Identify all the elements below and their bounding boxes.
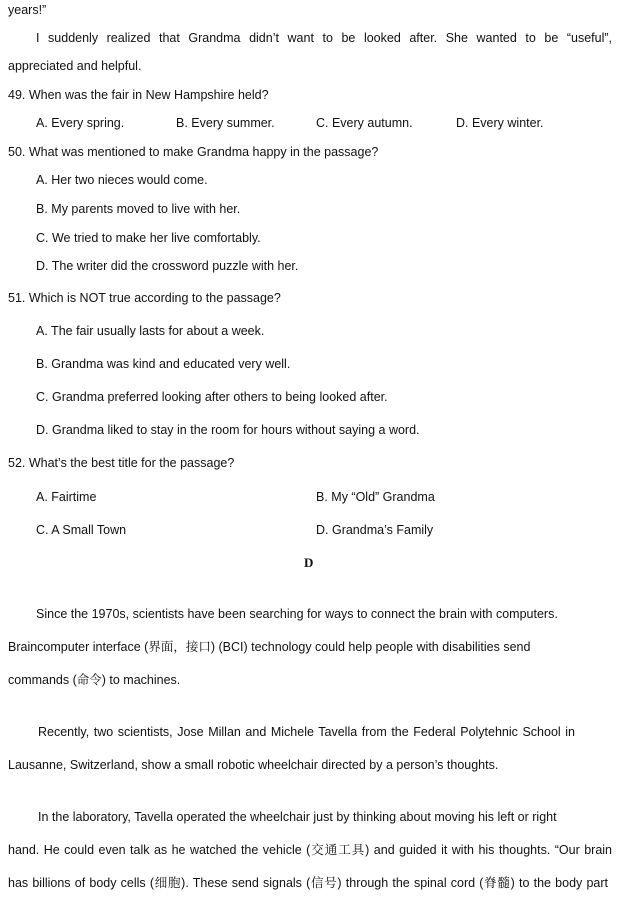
question-50-option-a: A. Her two nieces would come. — [36, 173, 208, 187]
question-49-option-b: B. Every summer. — [176, 116, 275, 130]
question-52-option-d: D. Grandma’s Family — [316, 523, 434, 537]
question-51-stem: 51. Which is NOT true according to the passage? — [8, 291, 281, 305]
question-49-option-c: C. Every autumn. — [316, 116, 413, 130]
question-52-stem: 52. What’s the best title for the passage? — [8, 456, 235, 470]
passage-d-line: has billions of body cells (细胞). These send signals (信号) through the spinal cord (脊髓) to the body part — [8, 876, 608, 890]
question-51-option-a: A. The fair usually lasts for about a week. — [36, 324, 265, 338]
passage-d-line: Since the 1970s, scientists have been searching for ways to connect the brain with computers. — [36, 607, 558, 621]
question-50-option-d: D. The writer did the crossword puzzle with her. — [36, 259, 299, 273]
passage-c-line: appreciated and helpful. — [8, 59, 142, 73]
question-50-stem: 50. What was mentioned to make Grandma happy in the passage? — [8, 145, 379, 159]
passage-d-line: Lausanne, Switzerland, show a small robotic wheelchair directed by a person’s thoughts. — [8, 758, 499, 772]
question-51-option-c: C. Grandma preferred looking after others to being looked after. — [36, 390, 388, 404]
passage-c-line: I suddenly realized that Grandma didn’t want to be looked after. She wanted to be “useful”, — [36, 31, 612, 45]
question-52-option-c: C. A Small Town — [36, 523, 127, 537]
question-49-option-a: A. Every spring. — [36, 116, 125, 130]
passage-c-line: years!” — [8, 3, 47, 17]
passage-d-line: Recently, two scientists, Jose Millan and Michele Tavella from the Federal Polytehnic School in — [38, 725, 575, 739]
question-51-option-b: B. Grandma was kind and educated very well. — [36, 357, 291, 371]
section-heading: D — [304, 555, 314, 570]
question-50-option-c: C. We tried to make her live comfortably. — [36, 231, 261, 245]
question-49-option-d: D. Every winter. — [456, 116, 544, 130]
question-52-option-b: B. My “Old” Grandma — [316, 490, 435, 504]
passage-d-line: hand. He could even talk as he watched the vehicle (交通工具) and guided it with his thoughts. “Our brain — [8, 843, 612, 857]
question-49-stem: 49. When was the fair in New Hampshire held? — [8, 88, 269, 102]
passage-d-line: Braincomputer interface (界面，接口) (BCI) technology could help people with disabilities send — [8, 640, 531, 654]
passage-d-line: In the laboratory, Tavella operated the wheelchair just by thinking about moving his left or right — [38, 810, 557, 824]
question-50-option-b: B. My parents moved to live with her. — [36, 202, 241, 216]
question-51-option-d: D. Grandma liked to stay in the room for hours without saying a word. — [36, 423, 420, 437]
question-52-option-a: A. Fairtime — [36, 490, 97, 504]
passage-d-line: commands (命令) to machines. — [8, 673, 181, 687]
